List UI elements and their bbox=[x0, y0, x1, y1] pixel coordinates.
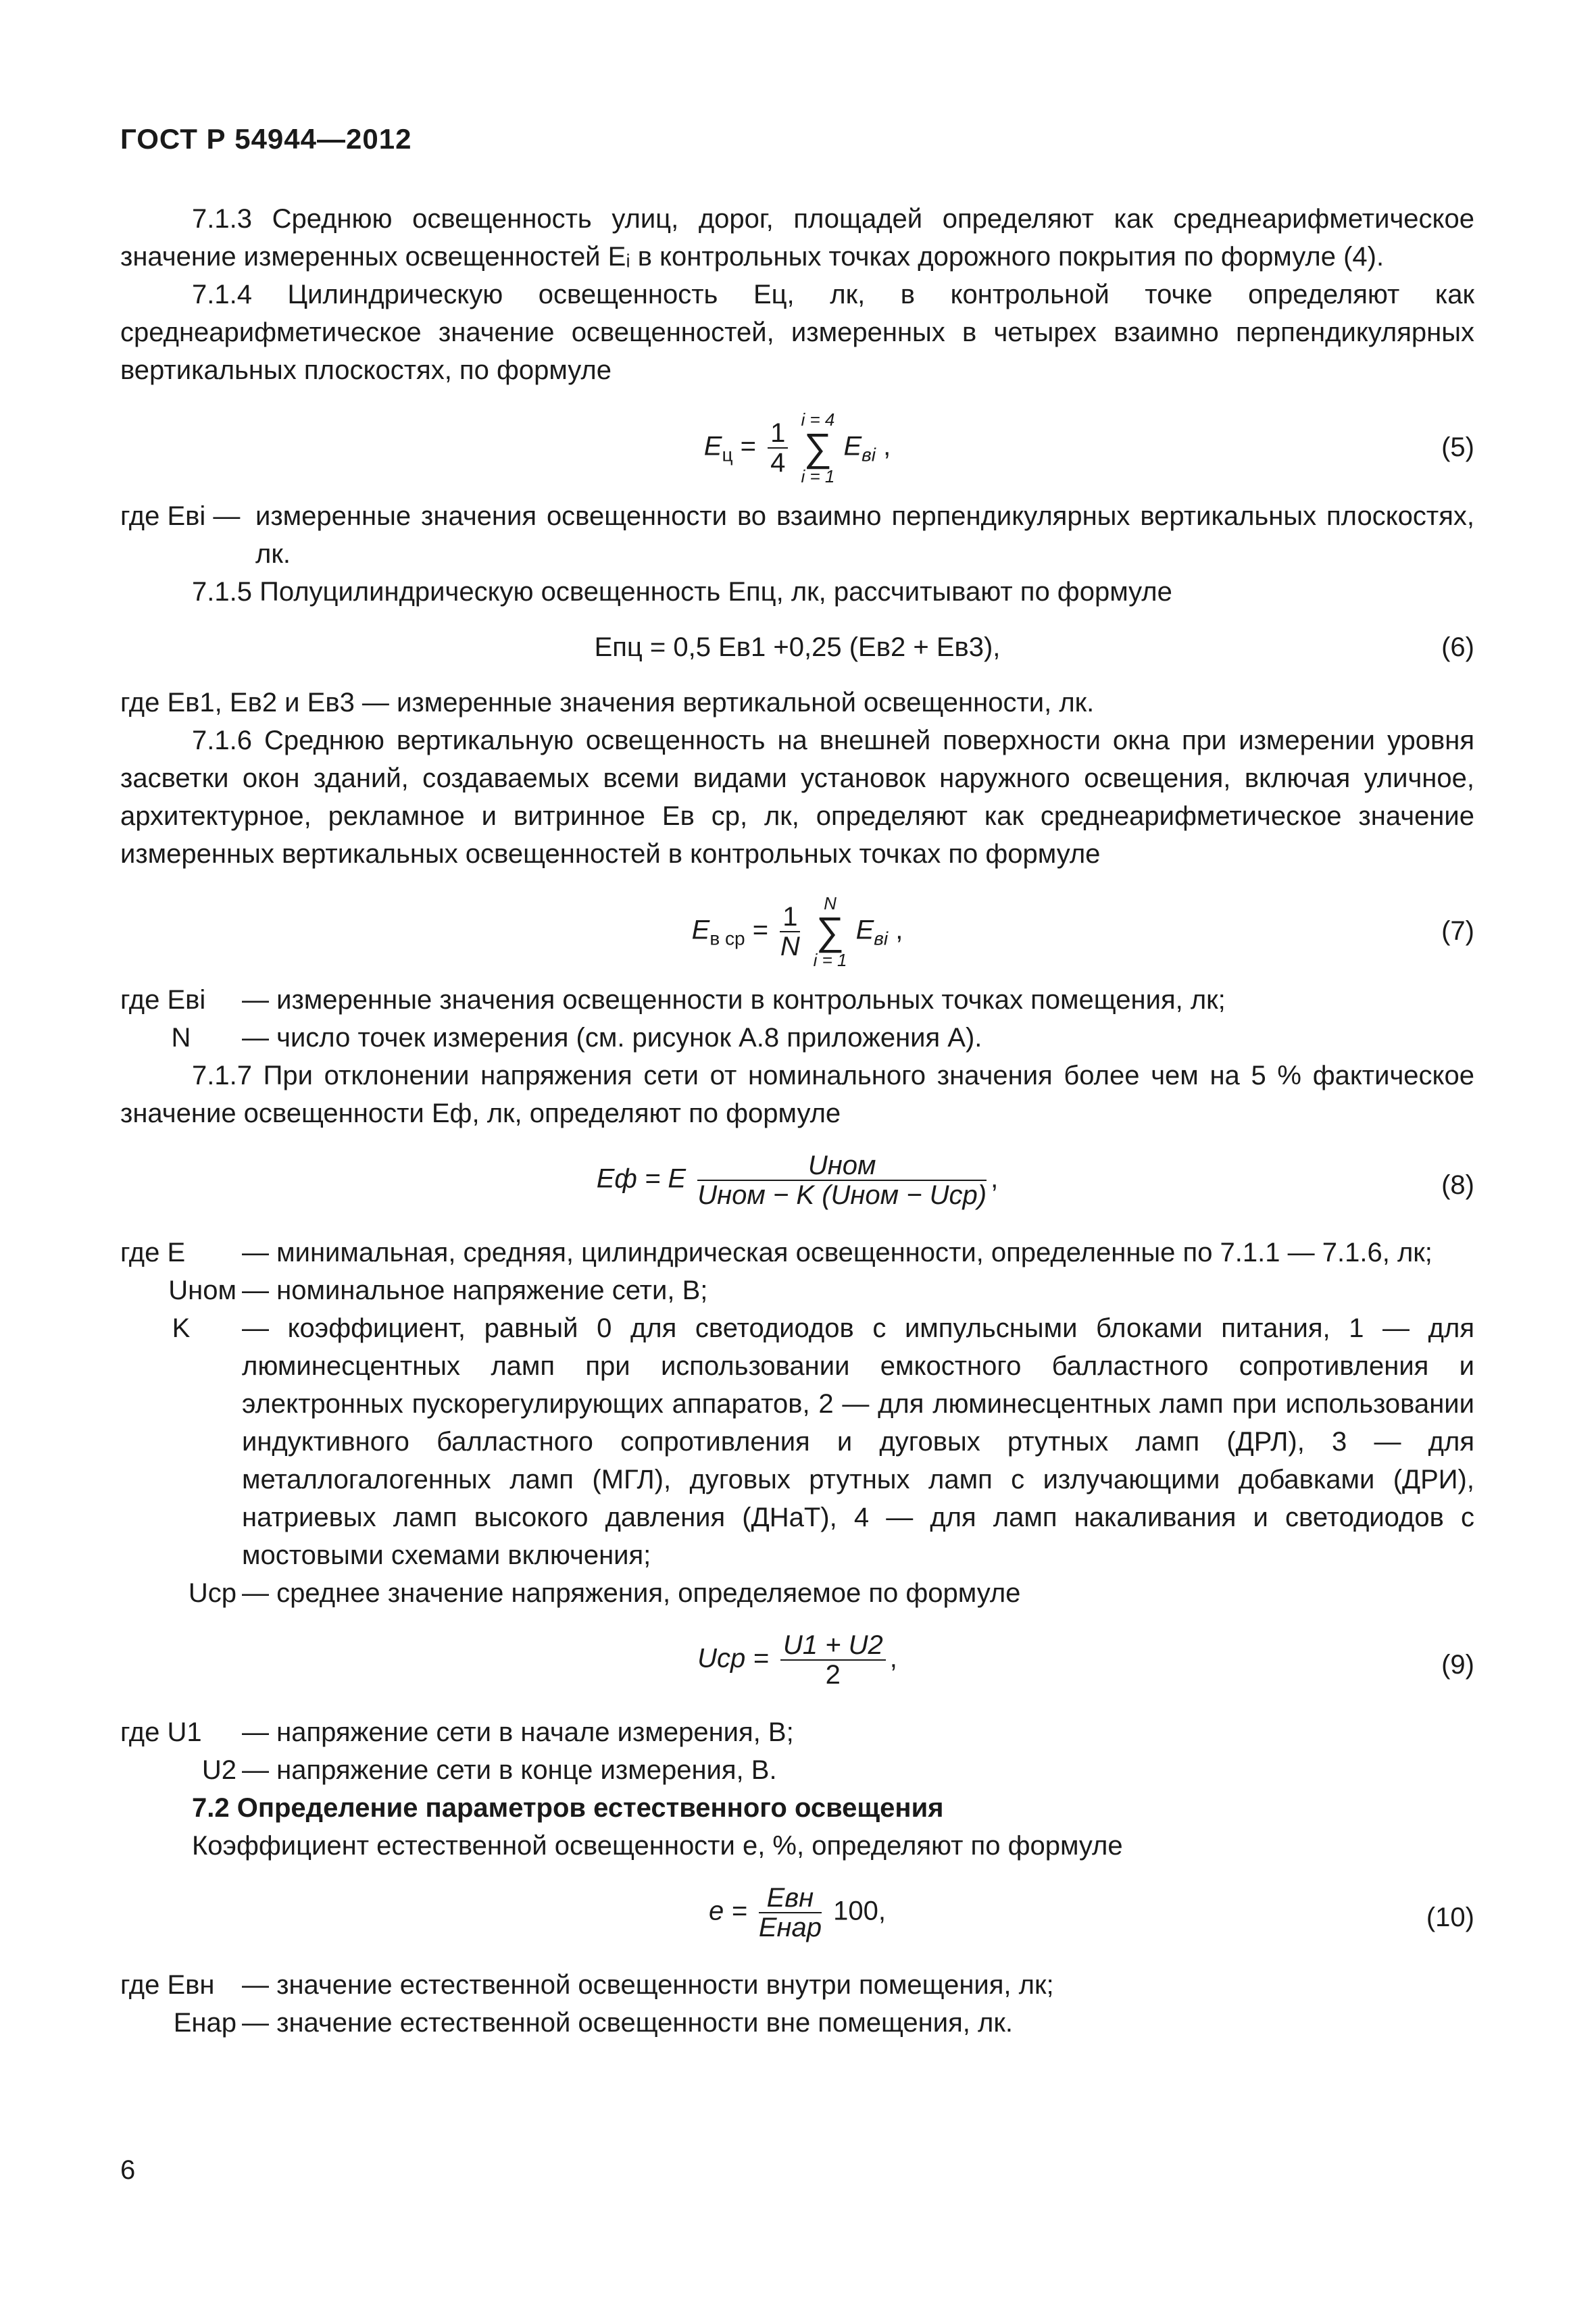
formula-7 bbox=[120, 873, 1474, 981]
where-5: где Eвi — измеренные значения освещенности во взаимно перпендикулярных вертикальных плоскостях, лк. bbox=[120, 501, 1474, 569]
where-7-row: N — число точек измерения (см. рисунок А.8 приложения А). bbox=[171, 1023, 982, 1053]
formula-7-body: $E_{в ср}$ = $\frac{1}{N}$ N ∑ i = 1 $E_{вi}$ , bbox=[691, 893, 903, 970]
formula-10-fraction: $\frac{\text{Eвн}}{\text{Eнар}}$ bbox=[758, 1883, 822, 1942]
formula-9-fraction: $\frac{U1 + U2}{2}$ bbox=[780, 1631, 886, 1689]
where-10-row: где Eвн — значение естественной освещенности внутри помещения, лк; bbox=[120, 1970, 1054, 2000]
formula-8-fraction: $\frac{\text{Uном}}{\text{Uном − K (Uном − Uср)}}$ bbox=[697, 1151, 987, 1210]
section-heading-7-2: 7.2 Определение параметров естественного освещения bbox=[192, 1793, 944, 1823]
formula-5-sum: i = 4 ∑ i = 1 bbox=[801, 409, 835, 486]
paragraph-7-1-3: 7.1.3 Среднюю освещенность улиц, дорог, площадей определяют как среднеарифметическое значение измеренных освещенностей Eᵢ в контрольных точках дорожного покрытия по формуле (4). bbox=[120, 204, 1474, 272]
where-10-row: Eнар — значение естественной освещенности вне помещения, лк. bbox=[173, 2008, 1013, 2038]
where-8-row: Uном — номинальное напряжение сети, В; bbox=[168, 1276, 708, 1305]
where-8-row: где E — минимальная, средняя, цилиндрическая освещенности, определенные по 7.1.1 — 7.1.6, лк; bbox=[120, 1238, 1432, 1267]
formula-5-number: (5) bbox=[1441, 432, 1474, 462]
formula-6-number: (6) bbox=[1441, 632, 1474, 662]
formula-9-body: Uср = $\frac{U1 + U2}{2}$ , bbox=[697, 1630, 897, 1690]
where-8-row: Uср — среднее значение напряжения, определяемое по формуле bbox=[188, 1578, 1021, 1608]
formula-10-body: e = $\frac{\text{Eвн}}{\text{Eнар}}$ 100, bbox=[708, 1883, 886, 1942]
formula-7-fraction: $\frac{1}{N}$ bbox=[780, 902, 800, 961]
formula-5-body: $E_ц$ = $\frac{1}{4}$ i = 4 ∑ i = 1 $E_{вi}$ , bbox=[703, 409, 891, 486]
formula-8 bbox=[120, 1132, 1474, 1234]
paragraph-7-1-6: 7.1.6 Среднюю вертикальную освещенность на внешней поверхности окна при измерении уровня засветки окон зданий, создаваемых всеми видами установок наружного освещения, включая уличное, архитектурное, рекламное и витринное Eв ср, лк, определяют как среднеарифметическое значение измеренных вертикальных освещенностей в контрольных точках по формуле bbox=[120, 726, 1474, 869]
formula-8-body: Eф = E $\frac{\text{Uном}}{\text{Uном − K (Uном − Uср)}}$ , bbox=[596, 1151, 999, 1210]
paragraph-7-1-7: 7.1.7 При отклонении напряжения сети от номинального значения более чем на 5 % фактическое значение освещенности Eф, лк, определяют по формуле bbox=[120, 1061, 1474, 1128]
page-number: 6 bbox=[120, 2155, 136, 2185]
paragraph-7-1-4: 7.1.4 Цилиндрическую освещенность Eц, лк, в контрольной точке определяют как среднеарифметическое значение освещенностей, измеренных в четырех взаимно перпендикулярных вертикальных плоскостях, по формуле bbox=[120, 280, 1474, 385]
formula-7-number: (7) bbox=[1441, 916, 1474, 946]
formula-5 bbox=[120, 389, 1474, 497]
where-7-row: где Eвi — измеренные значения освещенности в контрольных точках помещения, лк; bbox=[120, 985, 1226, 1015]
formula-7-sum: N ∑ i = 1 bbox=[813, 893, 847, 970]
formula-9 bbox=[120, 1612, 1474, 1713]
formula-9-number: (9) bbox=[1441, 1650, 1474, 1680]
formula-6: Eпц = 0,5 Eв1 +0,25 (Eв2 + Eв3), (6) bbox=[120, 611, 1474, 684]
where-8-row: K — коэффициент, равный 0 для светодиодов с импульсными блоками питания, 1 — для люминесцентных ламп при использовании емкостного балластного сопротивления и электронных пускорегулирующих аппаратов, 2 — для люминесцентных ламп при использовании индуктивного балластного сопротивления и дуговых ртутных ламп (ДРЛ), 3 — для металлогалогенных ламп (МГЛ), дуговых ртутных ламп с излучающими добавками (ДРИ), натриевых ламп высокого давления (ДНаТ), 4 — для ламп накаливания и светодиодов с мостовыми схемами включения; bbox=[172, 1313, 1474, 1570]
formula-10 bbox=[120, 1865, 1474, 1966]
formula-10-number: (10) bbox=[1426, 1903, 1474, 1932]
where-9-row: U2 — напряжение сети в конце измерения, В. bbox=[201, 1755, 777, 1785]
where-9-row: где U1 — напряжение сети в начале измерения, В; bbox=[120, 1717, 794, 1747]
document-header: ГОСТ Р 54944—2012 bbox=[120, 123, 412, 155]
paragraph-7-1-5: 7.1.5 Полуцилиндрическую освещенность Eпц, лк, рассчитывают по формуле bbox=[192, 577, 1172, 607]
document-body bbox=[120, 200, 1474, 2042]
where-6: где Eв1, Eв2 и Eв3 — измеренные значения вертикальной освещенности, лк. bbox=[120, 688, 1095, 718]
paragraph-7-2: Коэффициент естественной освещенности e, %, определяют по формуле bbox=[192, 1831, 1123, 1861]
formula-8-number: (8) bbox=[1441, 1170, 1474, 1200]
formula-5-fraction: $\frac{1}{4}$ bbox=[768, 419, 788, 477]
